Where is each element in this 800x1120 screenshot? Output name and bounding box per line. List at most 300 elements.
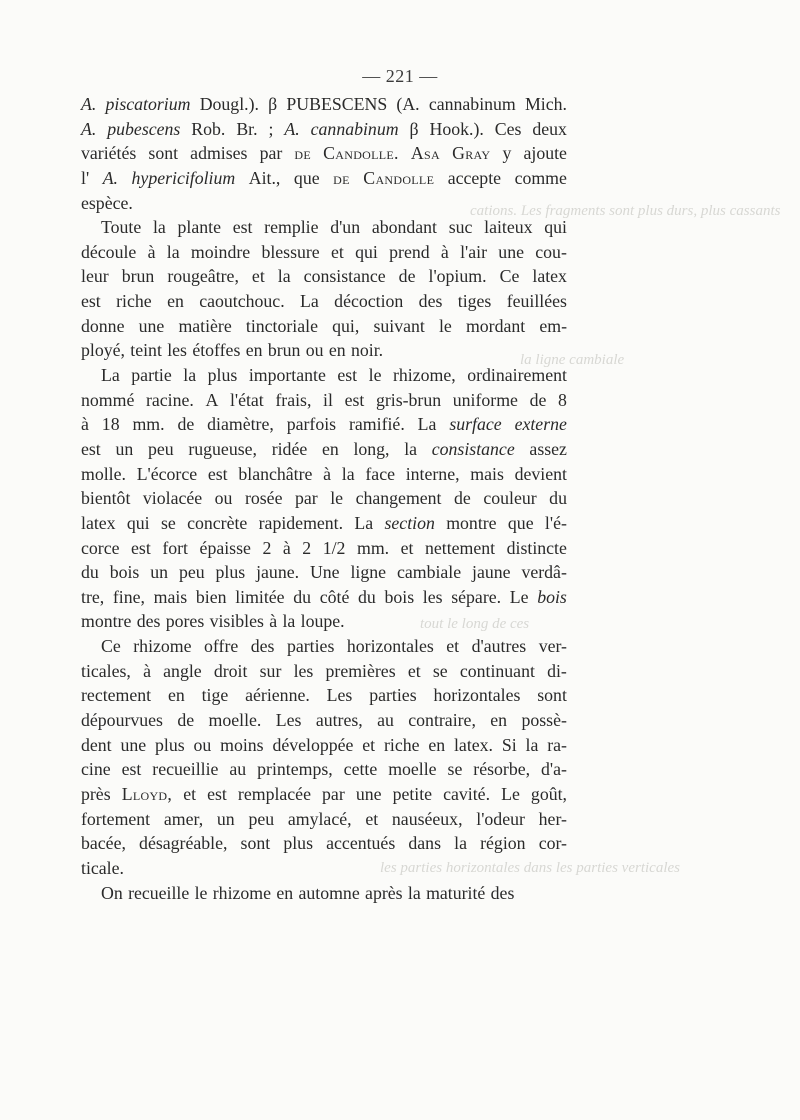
word: Les: [326, 685, 353, 706]
word: nettement: [425, 537, 496, 558]
word: Les: [275, 710, 302, 731]
word: em-: [539, 315, 567, 336]
text-line: [81, 388, 567, 413]
word: peu: [178, 562, 205, 583]
word: ramifié.: [348, 414, 405, 435]
word: accepte: [447, 167, 502, 188]
word: riche: [383, 734, 420, 755]
word: mm.: [132, 414, 165, 435]
word: rhizome: [133, 636, 192, 657]
word: molle.: [81, 463, 126, 484]
word: à: [81, 414, 89, 435]
word: offre: [204, 636, 239, 657]
word: ticale.: [81, 857, 124, 878]
word: et: [362, 734, 376, 755]
word: β: [409, 118, 419, 139]
word: 8: [558, 389, 567, 410]
word: hypericifolium: [131, 167, 236, 188]
word: tre,: [81, 586, 105, 607]
word: par: [322, 783, 345, 804]
word: en: [328, 340, 346, 361]
word: région: [480, 833, 526, 854]
word: la: [407, 882, 421, 903]
word: de: [454, 488, 471, 509]
word: rugueuse,: [188, 438, 257, 459]
word: Le: [509, 586, 529, 607]
word: deux: [532, 118, 567, 139]
word: La: [300, 291, 319, 312]
word: moins: [220, 734, 264, 755]
word: parfois: [286, 414, 337, 435]
word: développée: [272, 734, 354, 755]
word: La: [417, 414, 437, 435]
word: épaisse: [199, 537, 251, 558]
text-line: [81, 856, 567, 881]
word: racine.: [145, 389, 194, 410]
text-line: [81, 92, 567, 117]
word: abondant: [371, 217, 437, 238]
word: latex: [532, 266, 567, 287]
word: d'un: [330, 217, 361, 238]
word: di-: [547, 660, 567, 681]
word: (A.: [396, 94, 420, 114]
word: des: [418, 291, 443, 312]
word: le: [330, 488, 344, 509]
word: par: [295, 488, 318, 509]
word: cavité.: [443, 783, 491, 804]
word: dent: [81, 734, 112, 755]
word: et: [183, 783, 197, 804]
word: bien: [195, 586, 227, 607]
word: A: [205, 389, 219, 410]
word: bacée,: [81, 833, 126, 854]
word: plus: [155, 734, 185, 755]
word: plus: [215, 562, 246, 583]
text-line: [81, 733, 567, 758]
word: en: [245, 340, 263, 361]
word: parties: [369, 685, 417, 706]
word: est: [81, 291, 101, 312]
text-line: [81, 437, 567, 462]
word: horizontales: [346, 636, 434, 657]
word: droit: [213, 660, 248, 681]
word: un: [150, 562, 169, 583]
bleed-through-text: cations. Les fragments sont plus durs, plus cassants: [470, 203, 781, 219]
text-line: [81, 363, 567, 388]
word: A.: [284, 118, 300, 139]
word: changement: [355, 488, 442, 509]
word: et: [407, 660, 421, 681]
word: bois: [537, 586, 567, 607]
word: long,: [353, 438, 390, 459]
text-line: [81, 560, 567, 585]
word: laiteux: [484, 217, 533, 238]
word: pores: [165, 611, 205, 632]
word: couleur: [483, 488, 537, 509]
word: la: [525, 734, 539, 755]
word: amylacé,: [287, 808, 352, 829]
word: est: [207, 463, 228, 484]
word: tiges: [457, 291, 492, 312]
word: ou: [305, 340, 324, 361]
word: verdâ-: [521, 562, 567, 583]
word: comme: [514, 167, 567, 188]
word: recueille: [128, 882, 190, 903]
word: ou: [214, 488, 233, 509]
word: et: [446, 636, 460, 657]
text-line: [81, 807, 567, 832]
word: qui: [126, 512, 150, 533]
word: riche: [116, 291, 152, 312]
word: est: [337, 365, 358, 386]
word: A.: [102, 167, 118, 188]
word: peu: [147, 438, 174, 459]
word: sont: [148, 143, 179, 164]
word: sont: [537, 685, 567, 706]
word: blanchâtre: [238, 463, 313, 484]
word: latex.: [453, 734, 493, 755]
word: printemps,: [257, 759, 333, 780]
word: de: [177, 414, 195, 435]
word: sur: [259, 660, 282, 681]
word: rhizome: [212, 882, 272, 903]
text-line: [81, 585, 567, 610]
word: à: [440, 241, 449, 262]
word: variétés: [81, 143, 137, 164]
word: les: [422, 586, 443, 607]
paragraph: [81, 92, 567, 215]
word: consistance: [303, 266, 386, 287]
word: d'a-: [541, 759, 567, 780]
word: au: [229, 759, 247, 780]
word: tinctoriale: [245, 315, 318, 336]
text-line: [81, 659, 567, 684]
word: près: [81, 783, 111, 804]
word: corce: [81, 537, 120, 558]
word: cette: [343, 759, 378, 780]
word: de: [333, 167, 350, 188]
word: nauséeux,: [391, 808, 463, 829]
word: les: [293, 660, 314, 681]
word: contraire,: [408, 710, 476, 731]
word: en: [276, 882, 294, 903]
text-line: [81, 708, 567, 733]
word: tige: [201, 685, 229, 706]
word: plus: [207, 365, 238, 386]
word: horizontales: [433, 685, 521, 706]
word: une: [120, 734, 147, 755]
word: suivant: [373, 315, 425, 336]
text-line: [81, 166, 567, 191]
word: moelle: [388, 759, 437, 780]
word: moelle.: [208, 710, 262, 731]
text-line: [81, 141, 567, 166]
word: bois: [384, 586, 415, 607]
word: possè-: [521, 710, 567, 731]
word: teint: [130, 340, 162, 361]
word: ridée: [271, 438, 308, 459]
word: rhizome,: [393, 365, 456, 386]
word: piscatorium: [105, 94, 191, 114]
word: caoutchouc.: [199, 291, 285, 312]
word: jaune.: [256, 562, 300, 583]
word: décoction: [334, 291, 404, 312]
word: sépare.: [451, 586, 502, 607]
word: parties: [286, 636, 335, 657]
word: que: [507, 512, 534, 533]
word: du: [293, 586, 312, 607]
word: blessure: [261, 241, 320, 262]
word: et: [365, 808, 379, 829]
word: recueillie: [152, 759, 219, 780]
word: ajoute: [523, 143, 567, 164]
word: diamètre,: [207, 414, 274, 435]
word: qui: [544, 217, 567, 238]
word: espèce.: [81, 192, 133, 213]
word: en: [167, 291, 184, 312]
text-line: [81, 486, 567, 511]
word: se: [447, 759, 463, 780]
word: 18: [101, 414, 120, 435]
word: la: [277, 266, 291, 287]
word: aérienne.: [245, 685, 310, 706]
word: suc: [448, 217, 473, 238]
word: de: [398, 266, 416, 287]
word: uniforme: [452, 389, 518, 410]
word: et: [331, 241, 344, 262]
word: remplie: [264, 217, 319, 238]
word: Ces: [494, 118, 522, 139]
word: l'é-: [544, 512, 567, 533]
word: à: [143, 660, 151, 681]
word: la: [404, 438, 418, 459]
word: moindre: [190, 241, 251, 262]
word: Dougl.).: [199, 94, 259, 114]
text-line: [81, 683, 567, 708]
word: frais,: [275, 389, 312, 410]
text-line: [81, 536, 567, 561]
word: fine,: [112, 586, 145, 607]
word: le: [194, 882, 208, 903]
word: d'autres: [471, 636, 527, 657]
text-line: [81, 117, 567, 142]
text-line: [81, 609, 567, 634]
word: la: [282, 611, 296, 632]
text-line: [81, 240, 567, 265]
text-line: [81, 191, 567, 216]
word: l': [81, 167, 90, 188]
word: plus: [283, 833, 313, 854]
word: gris-brun: [375, 389, 442, 410]
word: l'opium.: [428, 266, 487, 287]
word: une: [498, 241, 524, 262]
text-line: [81, 757, 567, 782]
word: rapidement.: [258, 512, 344, 533]
word: Rob.: [191, 118, 226, 139]
word: du: [81, 562, 99, 583]
word: angle: [163, 660, 202, 681]
text-line: [81, 831, 567, 856]
word: Ce: [101, 636, 121, 657]
word: 2: [262, 537, 272, 558]
word: ;: [268, 118, 274, 139]
word: externe: [514, 414, 567, 435]
word: le: [368, 365, 382, 386]
word: mais: [153, 586, 188, 607]
word: On: [101, 882, 123, 903]
word: une: [138, 315, 165, 336]
word: montre: [81, 611, 132, 632]
word: distincte: [506, 537, 567, 558]
word: et: [251, 266, 265, 287]
word: après: [365, 882, 403, 903]
word: maturité: [426, 882, 486, 903]
bleed-through-text: les parties horizontales dans les parties verticales: [380, 860, 680, 876]
text-line: [81, 634, 567, 659]
word: se: [432, 660, 448, 681]
word: partie: [131, 365, 172, 386]
word: à: [269, 611, 278, 632]
word: noir.: [350, 340, 384, 361]
word: et: [400, 537, 414, 558]
word: mais: [470, 463, 504, 484]
word: ordinairement: [467, 365, 567, 386]
text-line: [81, 412, 567, 437]
word: nommé: [81, 389, 135, 410]
word: du: [549, 488, 567, 509]
word: admises: [190, 143, 248, 164]
word: côté: [319, 586, 350, 607]
word: est: [207, 783, 227, 804]
word: latex: [81, 512, 116, 533]
word: jaune: [472, 562, 511, 583]
word: sont: [240, 833, 271, 854]
word: La: [354, 512, 374, 533]
word: limitée: [235, 586, 285, 607]
word: peu: [248, 808, 275, 829]
word: montre: [446, 512, 497, 533]
paragraph: [81, 881, 567, 906]
word: en: [428, 734, 446, 755]
word: cambiale: [396, 562, 462, 583]
word: qui: [355, 241, 378, 262]
word: de: [529, 389, 547, 410]
word: y: [502, 143, 512, 164]
word: A.: [81, 94, 97, 114]
word: le: [438, 315, 452, 336]
word: se: [160, 512, 176, 533]
body-text: [81, 92, 567, 905]
word: au: [377, 710, 394, 731]
word: pubescens: [107, 118, 181, 139]
page-number: — 221 —: [362, 66, 438, 86]
word: l'odeur: [476, 808, 525, 829]
word: L'écorce: [136, 463, 198, 484]
word: dépourvues: [81, 710, 163, 731]
word: ver-: [538, 636, 567, 657]
word: mm.: [356, 537, 390, 558]
word: fort: [162, 537, 189, 558]
word: du: [358, 586, 376, 607]
word: loupe.: [300, 611, 345, 632]
word: Lloyd,: [121, 783, 173, 804]
word: Candolle.: [323, 143, 399, 164]
word: leur: [81, 266, 109, 287]
word: à: [147, 241, 156, 262]
word: en: [321, 438, 339, 459]
word: devient: [514, 463, 567, 484]
word: La: [101, 365, 120, 386]
word: amer,: [163, 808, 204, 829]
word: est: [232, 217, 253, 238]
bleed-through-text: tout le long de ces: [420, 616, 530, 632]
word: désagréable,: [139, 833, 228, 854]
word: accentués: [326, 833, 396, 854]
word: que: [293, 167, 320, 188]
word: ra-: [547, 734, 567, 755]
word: plante: [177, 217, 221, 238]
word: résorbe,: [473, 759, 531, 780]
word: à: [323, 463, 332, 484]
word: en: [167, 685, 185, 706]
word: interne,: [405, 463, 460, 484]
word: brun: [121, 266, 155, 287]
word: Mich.: [524, 94, 567, 114]
word: la: [183, 365, 197, 386]
word: des: [250, 636, 275, 657]
word: les: [167, 340, 187, 361]
word: un: [216, 808, 235, 829]
word: matière: [178, 315, 232, 336]
word: à: [282, 537, 291, 558]
word: Ait.,: [248, 167, 281, 188]
word: concrète: [187, 512, 248, 533]
word: une: [355, 783, 382, 804]
word: découle: [81, 241, 137, 262]
text-line: [81, 215, 567, 240]
word: surface: [449, 414, 502, 435]
text-line: [81, 338, 567, 363]
word: PUBESCENS: [286, 94, 388, 114]
word: face: [365, 463, 395, 484]
word: bois: [109, 562, 140, 583]
word: petite: [392, 783, 433, 804]
word: dans: [408, 833, 441, 854]
text-line: [81, 511, 567, 536]
word: importante: [248, 365, 326, 386]
word: violacée: [142, 488, 203, 509]
paragraph: [81, 634, 567, 880]
word: rougeâtre,: [167, 266, 239, 287]
word: continuant: [459, 660, 535, 681]
word: est: [344, 389, 365, 410]
word: Gray: [452, 143, 491, 164]
word: 1/2: [322, 537, 346, 558]
word: section: [384, 512, 435, 533]
text-line: [81, 881, 567, 906]
word: étoffes: [192, 340, 241, 361]
word: l'état: [229, 389, 264, 410]
word: ligne: [350, 562, 387, 583]
word: la: [454, 833, 467, 854]
word: Toute: [101, 217, 142, 238]
word: la: [341, 463, 355, 484]
word: visibles: [209, 611, 264, 632]
word: prend: [389, 241, 430, 262]
word: automne: [298, 882, 360, 903]
word: assez: [529, 438, 567, 459]
word: l'air: [460, 241, 488, 262]
